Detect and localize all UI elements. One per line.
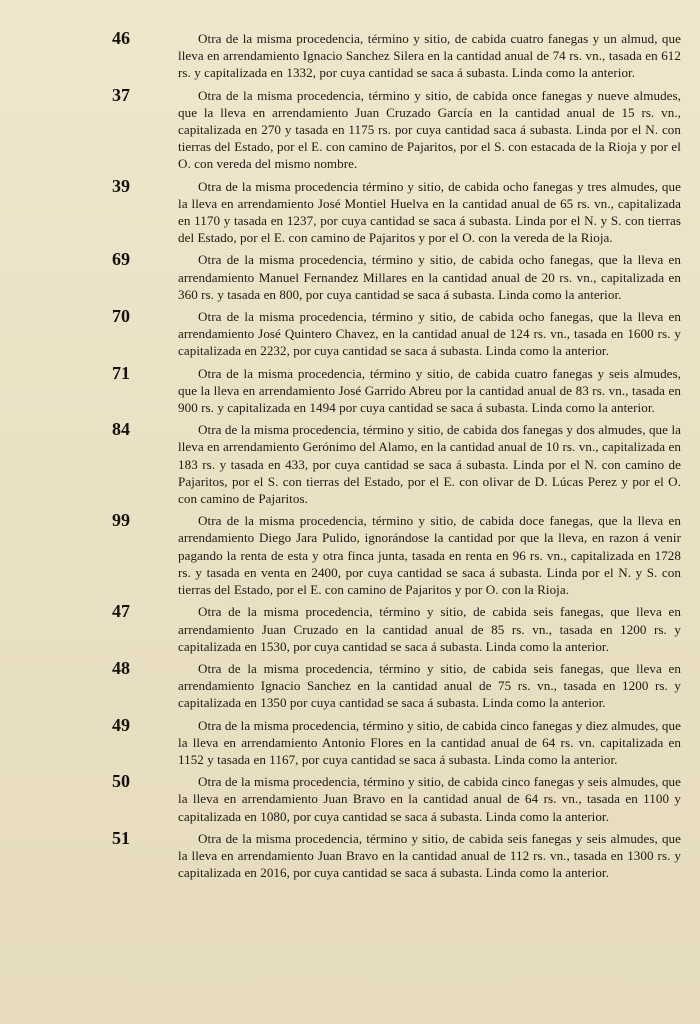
entry-list: [0, 30, 700, 886]
entry-text: Otra de la misma procedencia, término y sitio, de cabida cuatro fanegas y seis almudes, que la lleva en arrendamiento José Garrido Abreu por la cantidad anual de 83 rs. vn., tasada en 900 rs. y capitalizada en 1494 por cuya cantidad se saca á subasta. Linda como la anterior.: [178, 365, 681, 416]
entry-37: [0, 84, 700, 173]
entry-number: 84: [112, 419, 130, 440]
entry-49: [0, 714, 700, 769]
entry-text: Otra de la misma procedencia, término y sitio, de cabida cinco fanegas y diez almudes, que la lleva en arrendamiento Antonio Flores en la cantidad anual de 64 rs. vn. capitalizada en 1152 y tasada en 1167, por cuya cantidad se saca á subasta. Linda como la anterior.: [178, 717, 681, 767]
entry-number: 47: [112, 601, 130, 622]
entry-number: 71: [112, 362, 130, 383]
entry-46: [0, 30, 700, 82]
entry-text: Otra de la misma procedencia término y sitio, de cabida ocho fanegas y tres almudes, que la lleva en arrendamiento José Montiel Huelva en la cantidad anual de 65 rs. vn., capitalizada en 1170 y tasada en 1237, por cuya cantidad se saca á subasta. Linda por el N. y S. con tierras del Estado, por el E. con camino de Pajaritos y por el O. con la vereda de la Rioja.: [178, 178, 681, 246]
entry-text: Otra de la misma procedencia, término y sitio, de cabida once fanegas y nueve almudes, que la lleva en arrendamiento Juan Cruzado García en la cantidad anual de 15 rs. vn., capitalizada en 270 y tasada en 1175 rs. por cuya cantidad saca á subasta. Linda por el N. con tierras del Estado, por el E. con camino de Pajaritos, por el S. con estacada de la Rioja y por el O. con vereda del mismo nombre.: [178, 87, 681, 172]
entry-number: 51: [112, 827, 130, 848]
entry-text: Otra de la misma procedencia, término y sitio, de cabida cuatro fanegas y un almud, que lleva en arrendamiento Ignacio Sanchez Silera en la cantidad anual de 74 rs. vn., tasada en 612 rs. y capitalizada en 1332, por cuya cantidad se saca á subasta. Linda como la anterior.: [178, 31, 681, 81]
entry-number: 39: [112, 175, 130, 196]
entry-70: [0, 308, 700, 360]
entry-text: Otra de la misma procedencia, término y sitio, de cabida seis fanegas, que lleva en arrendamiento Juan Cruzado en la cantidad anual de 85 rs. vn., tasada en 1200 rs. y capitalizada en 1530, por cuya cantidad se saca á subasta. Linda como la anterior.: [178, 604, 681, 654]
entry-50: [0, 773, 700, 825]
entry-text: Otra de la misma procedencia, término y sitio, de cabida seis fanegas, que lleva en arrendamiento Ignacio Sanchez en la cantidad anual de 75 rs. vn., tasada en 1200 rs. y capitalizada en 1350 por cuya cantidad se saca á subasta. Linda como la anterior.: [178, 660, 681, 711]
entry-84: [0, 421, 700, 507]
entry-47: [0, 603, 700, 655]
entry-99: [0, 512, 700, 598]
entry-text: Otra de la misma procedencia, término y sitio, de cabida ocho fanegas, que la lleva en arrendamiento Manuel Fernandez Millares en la cantidad anual de 20 rs. vn., capitalizada en 360 rs. y tasada en 800, por cuya cantidad se saca á subasta. Linda como la anterior.: [178, 252, 681, 302]
entry-number: 69: [112, 249, 130, 270]
entry-text: Otra de la misma procedencia, término y sitio, de cabida cinco fanegas y seis almudes, que la lleva en arrendamiento Juan Bravo en la cantidad anual de 64 rs. vn., tasada en 1100 y capitalizada en 1080, por cuya cantidad se saca á subasta. Linda como la anterior.: [178, 774, 681, 824]
entry-text: Otra de la misma procedencia, término y sitio, de cabida seis fanegas y seis almudes, que la lleva en arrendamiento Juan Bravo en la cantidad anual de 112 rs. vn., tasada en 1300 rs. y capitalizada en 2016, por cuya cantidad se saca á subasta. Linda como la anterior.: [178, 830, 681, 881]
entry-number: 50: [112, 771, 130, 792]
entry-69: [0, 251, 700, 303]
entry-number: 46: [112, 28, 130, 48]
entry-number: 99: [112, 510, 130, 531]
entry-number: 49: [112, 714, 130, 735]
entry-text: Otra de la misma procedencia, término y sitio, de cabida doce fanegas, que la lleva en arrendamiento Diego Jara Pulido, ignorándose la cantidad por que la lleva, en razon á venir pagando la renta de esta y otra finca junta, tasada en renta en 96 rs. vn., capitalizada en 1728 rs. y tasada en venta en 2400, por cuya cantidad se saca á subasta. Linda por el N. y S. con tierras del Estado, por el E. con camino de Pajaritos y por O. con la Rioja.: [178, 513, 681, 598]
entry-number: 70: [112, 306, 130, 327]
entry-number: 48: [112, 657, 130, 678]
entry-48: [0, 657, 700, 712]
entry-51: [0, 827, 700, 882]
entry-71: [0, 362, 700, 417]
entry-text: Otra de la misma procedencia, término y sitio, de cabida dos fanegas y dos almudes, que la lleva en arrendamiento Gerónimo del Alamo, en la cantidad anual de 10 rs. vn., capitalizada en 183 rs. y tasada en 433, por cuya cantidad se saca á subasta. Linda por el N. con camino de Pajaritos, por el S. con tierras del Estado, por el E. con olivar de D. Lúcas Perez y por el O. con camino de Pajaritos.: [178, 422, 681, 507]
entry-39: [0, 175, 700, 247]
entry-text: Otra de la misma procedencia, término y sitio, de cabida ocho fanegas, que la lleva en arrendamiento José Quintero Chavez, en la cantidad anual de 124 rs. vn., tasada en 1600 rs. y capitalizada en 2232, por cuya cantidad se saca á subasta. Linda como la anterior.: [178, 309, 681, 359]
entry-number: 37: [112, 84, 130, 105]
